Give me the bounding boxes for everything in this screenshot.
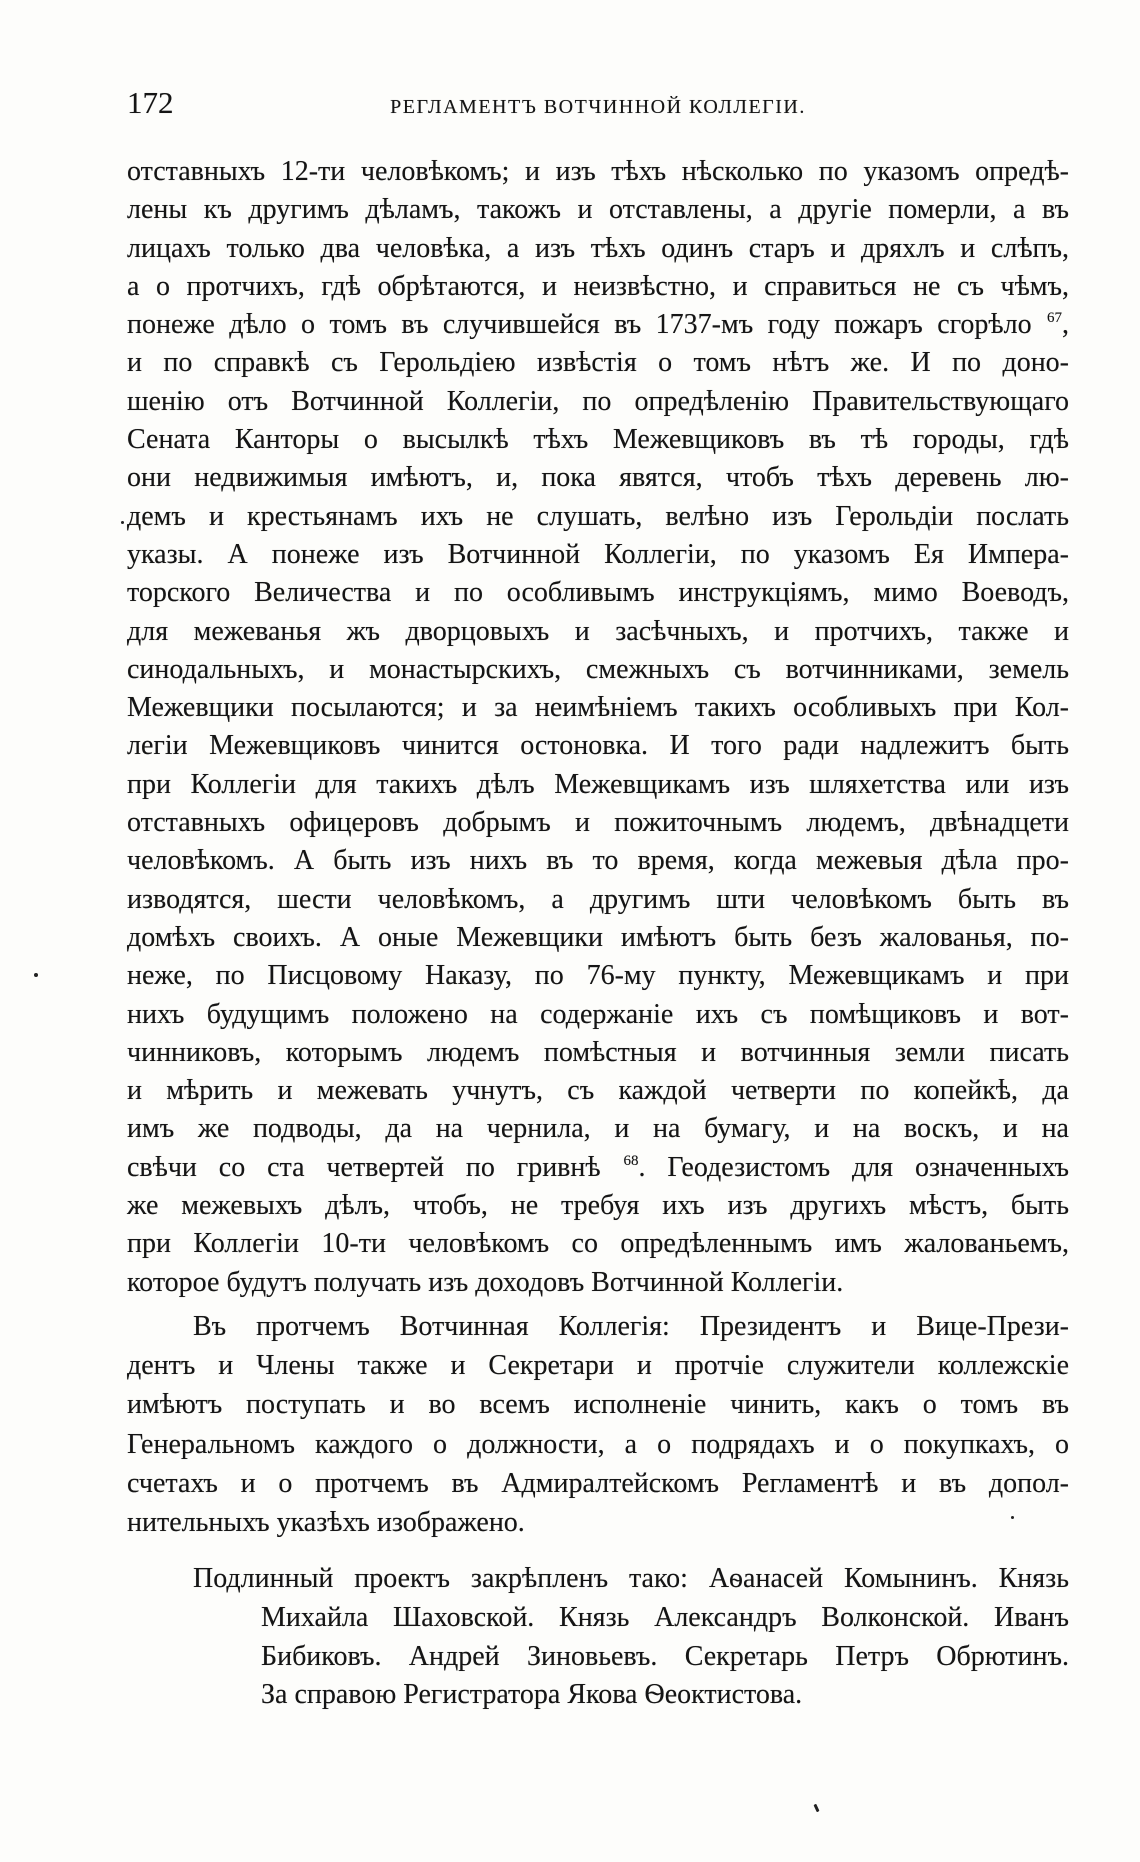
text-line: нихъ будущимъ положено на содержаніе ихъ съ помѣщиковъ и вот- <box>127 998 1069 1030</box>
text-segment: понеже дѣло о томъ въ случившейся въ 1737-мъ году пожаръ сгорѣло <box>127 309 1046 341</box>
text-line: которое будутъ получать изъ доходовъ Вотчинной Коллегіи. <box>127 1266 844 1298</box>
text-line: Сената Канторы о высылкѣ тѣхъ Межевщиковъ въ тѣ городы, гдѣ <box>127 424 1069 456</box>
text-line: счетахъ и о протчемъ въ Адмиралтейскомъ Регламентѣ и въ допол- <box>127 1467 1069 1499</box>
text-line: лицахъ только два человѣка, а изъ тѣхъ одинъ старъ и дряхлъ и слѣпъ, <box>127 232 1069 264</box>
page-number: 172 <box>127 85 174 120</box>
text-line <box>127 1149 1069 1187</box>
text-segment: , <box>1062 309 1069 341</box>
text-line: при Коллегіи 10-ти человѣкомъ со опредѣленнымъ имъ жалованьемъ, <box>127 1228 1069 1260</box>
scan-speck <box>813 1804 819 1813</box>
text-line: За справою Регистратора Якова Ѳеоктистова. <box>261 1679 803 1711</box>
paragraph <box>127 1307 1069 1542</box>
text-line: и мѣрить и межевать учнутъ, съ каждой четверти по копейкѣ, да <box>127 1075 1069 1107</box>
scan-speck <box>34 973 38 977</box>
text-line: же межевыхъ дѣлъ, чтобъ, не требуя ихъ изъ другихъ мѣстъ, быть <box>127 1190 1069 1222</box>
text-line: отставныхъ офицеровъ добрымъ и пожиточнымъ людемъ, двѣнадцети <box>127 807 1069 839</box>
paragraph <box>127 153 1069 1302</box>
text-line: нительныхъ указѣхъ изображено. <box>127 1507 525 1539</box>
text-line: при Коллегіи для такихъ дѣлъ Межевщикамъ изъ шляхетства или изъ <box>127 768 1069 800</box>
scan-speck <box>1011 1516 1014 1519</box>
text-line: торского Величества и по особливымъ инструкціямъ, мимо Воеводъ, <box>127 577 1069 609</box>
footnote-ref: 67 <box>1047 310 1062 327</box>
text-line: синодальныхъ, и монастырскихъ, смежныхъ съ вотчинниками, земель <box>127 653 1069 685</box>
text-line: человѣкомъ. А быть изъ нихъ въ то время, когда межевыя дѣла про- <box>127 845 1069 877</box>
text-segment: . Геодезистомъ для означенныхъ <box>638 1151 1069 1183</box>
text-line: шенію отъ Вотчинной Коллегіи, по опредѣленію Правительствующаго <box>127 385 1069 417</box>
text-line: легіи Межевщиковъ чинится остоновка. И того ради надлежитъ быть <box>127 730 1069 762</box>
text-line: а о протчихъ, гдѣ обрѣтаются, и неизвѣстно, и справиться не съ чѣмъ, <box>127 270 1069 302</box>
text-line: дентъ и Члены также и Секретари и протчіе служители коллежскіе <box>127 1350 1069 1382</box>
text-line: Генеральномъ каждого о должности, а о подрядахъ и о покупкахъ, о <box>127 1428 1069 1460</box>
text-line: лены къ другимъ дѣламъ, такожъ и отставлены, а другіе померли, а въ <box>127 194 1069 226</box>
text-line: неже, по Писцовому Наказу, по 76-му пункту, Межевщикамъ и при <box>127 960 1069 992</box>
signatures-paragraph <box>127 1560 1069 1715</box>
running-title: РЕГЛАМЕНТЪ ВОТЧИННОЙ КОЛЛЕГІИ. <box>390 96 806 118</box>
text-line: домѣхъ своихъ. А оные Межевщики имѣютъ быть безъ жалованья, по- <box>127 921 1069 953</box>
text-line: Михайла Шаховской. Князь Александръ Волконской. Иванъ <box>261 1601 1069 1633</box>
text-line: имъ же подводы, да на чернила, и на бумагу, и на воскъ, и на <box>127 1113 1069 1145</box>
text-line: Подлинный проектъ закрѣпленъ тако: Аѳанасей Комынинъ. Князь <box>193 1563 1069 1594</box>
text-line: имѣютъ поступать и во всемъ исполненіе чинить, какъ о томъ въ <box>127 1389 1069 1421</box>
text-line: и по справкѣ съ Герольдіею извѣстія о томъ нѣтъ же. И по доно- <box>127 347 1069 379</box>
text-segment: свѣчи со ста четвертей по гривнѣ <box>127 1151 623 1183</box>
text-line: изводятся, шести человѣкомъ, а другимъ шти человѣкомъ быть въ <box>127 883 1069 915</box>
text-line: чинниковъ, которымъ людемъ помѣстныя и вотчинныя земли писать <box>127 1036 1069 1068</box>
text-line <box>127 306 1069 344</box>
text-line: отставныхъ 12-ти человѣкомъ; и изъ тѣхъ нѣсколько по указомъ опредѣ- <box>127 156 1069 187</box>
text-line: Межевщики посылаются; и за неимѣніемъ такихъ особливыхъ при Кол- <box>127 692 1069 724</box>
text-line: для межеванья жъ дворцовыхъ и засѣчныхъ, и протчихъ, также и <box>127 615 1069 647</box>
text-line: они недвижимыя имѣютъ, и, пока явятся, чтобъ тѣхъ деревень лю- <box>127 462 1069 494</box>
text-line: указы. А понеже изъ Вотчинной Коллегіи, по указомъ Ея Импера- <box>127 538 1069 570</box>
scan-speck <box>121 521 124 524</box>
text-line: Бибиковъ. Андрей Зиновьевъ. Секретарь Петръ Обрютинъ. <box>261 1640 1069 1672</box>
text-line: демъ и крестьянамъ ихъ не слушать, велѣно изъ Герольдіи послать <box>127 500 1069 532</box>
footnote-ref: 68 <box>623 1152 639 1169</box>
text-line: Въ протчемъ Вотчинная Коллегія: Президентъ и Вице-Прези- <box>193 1311 1069 1342</box>
